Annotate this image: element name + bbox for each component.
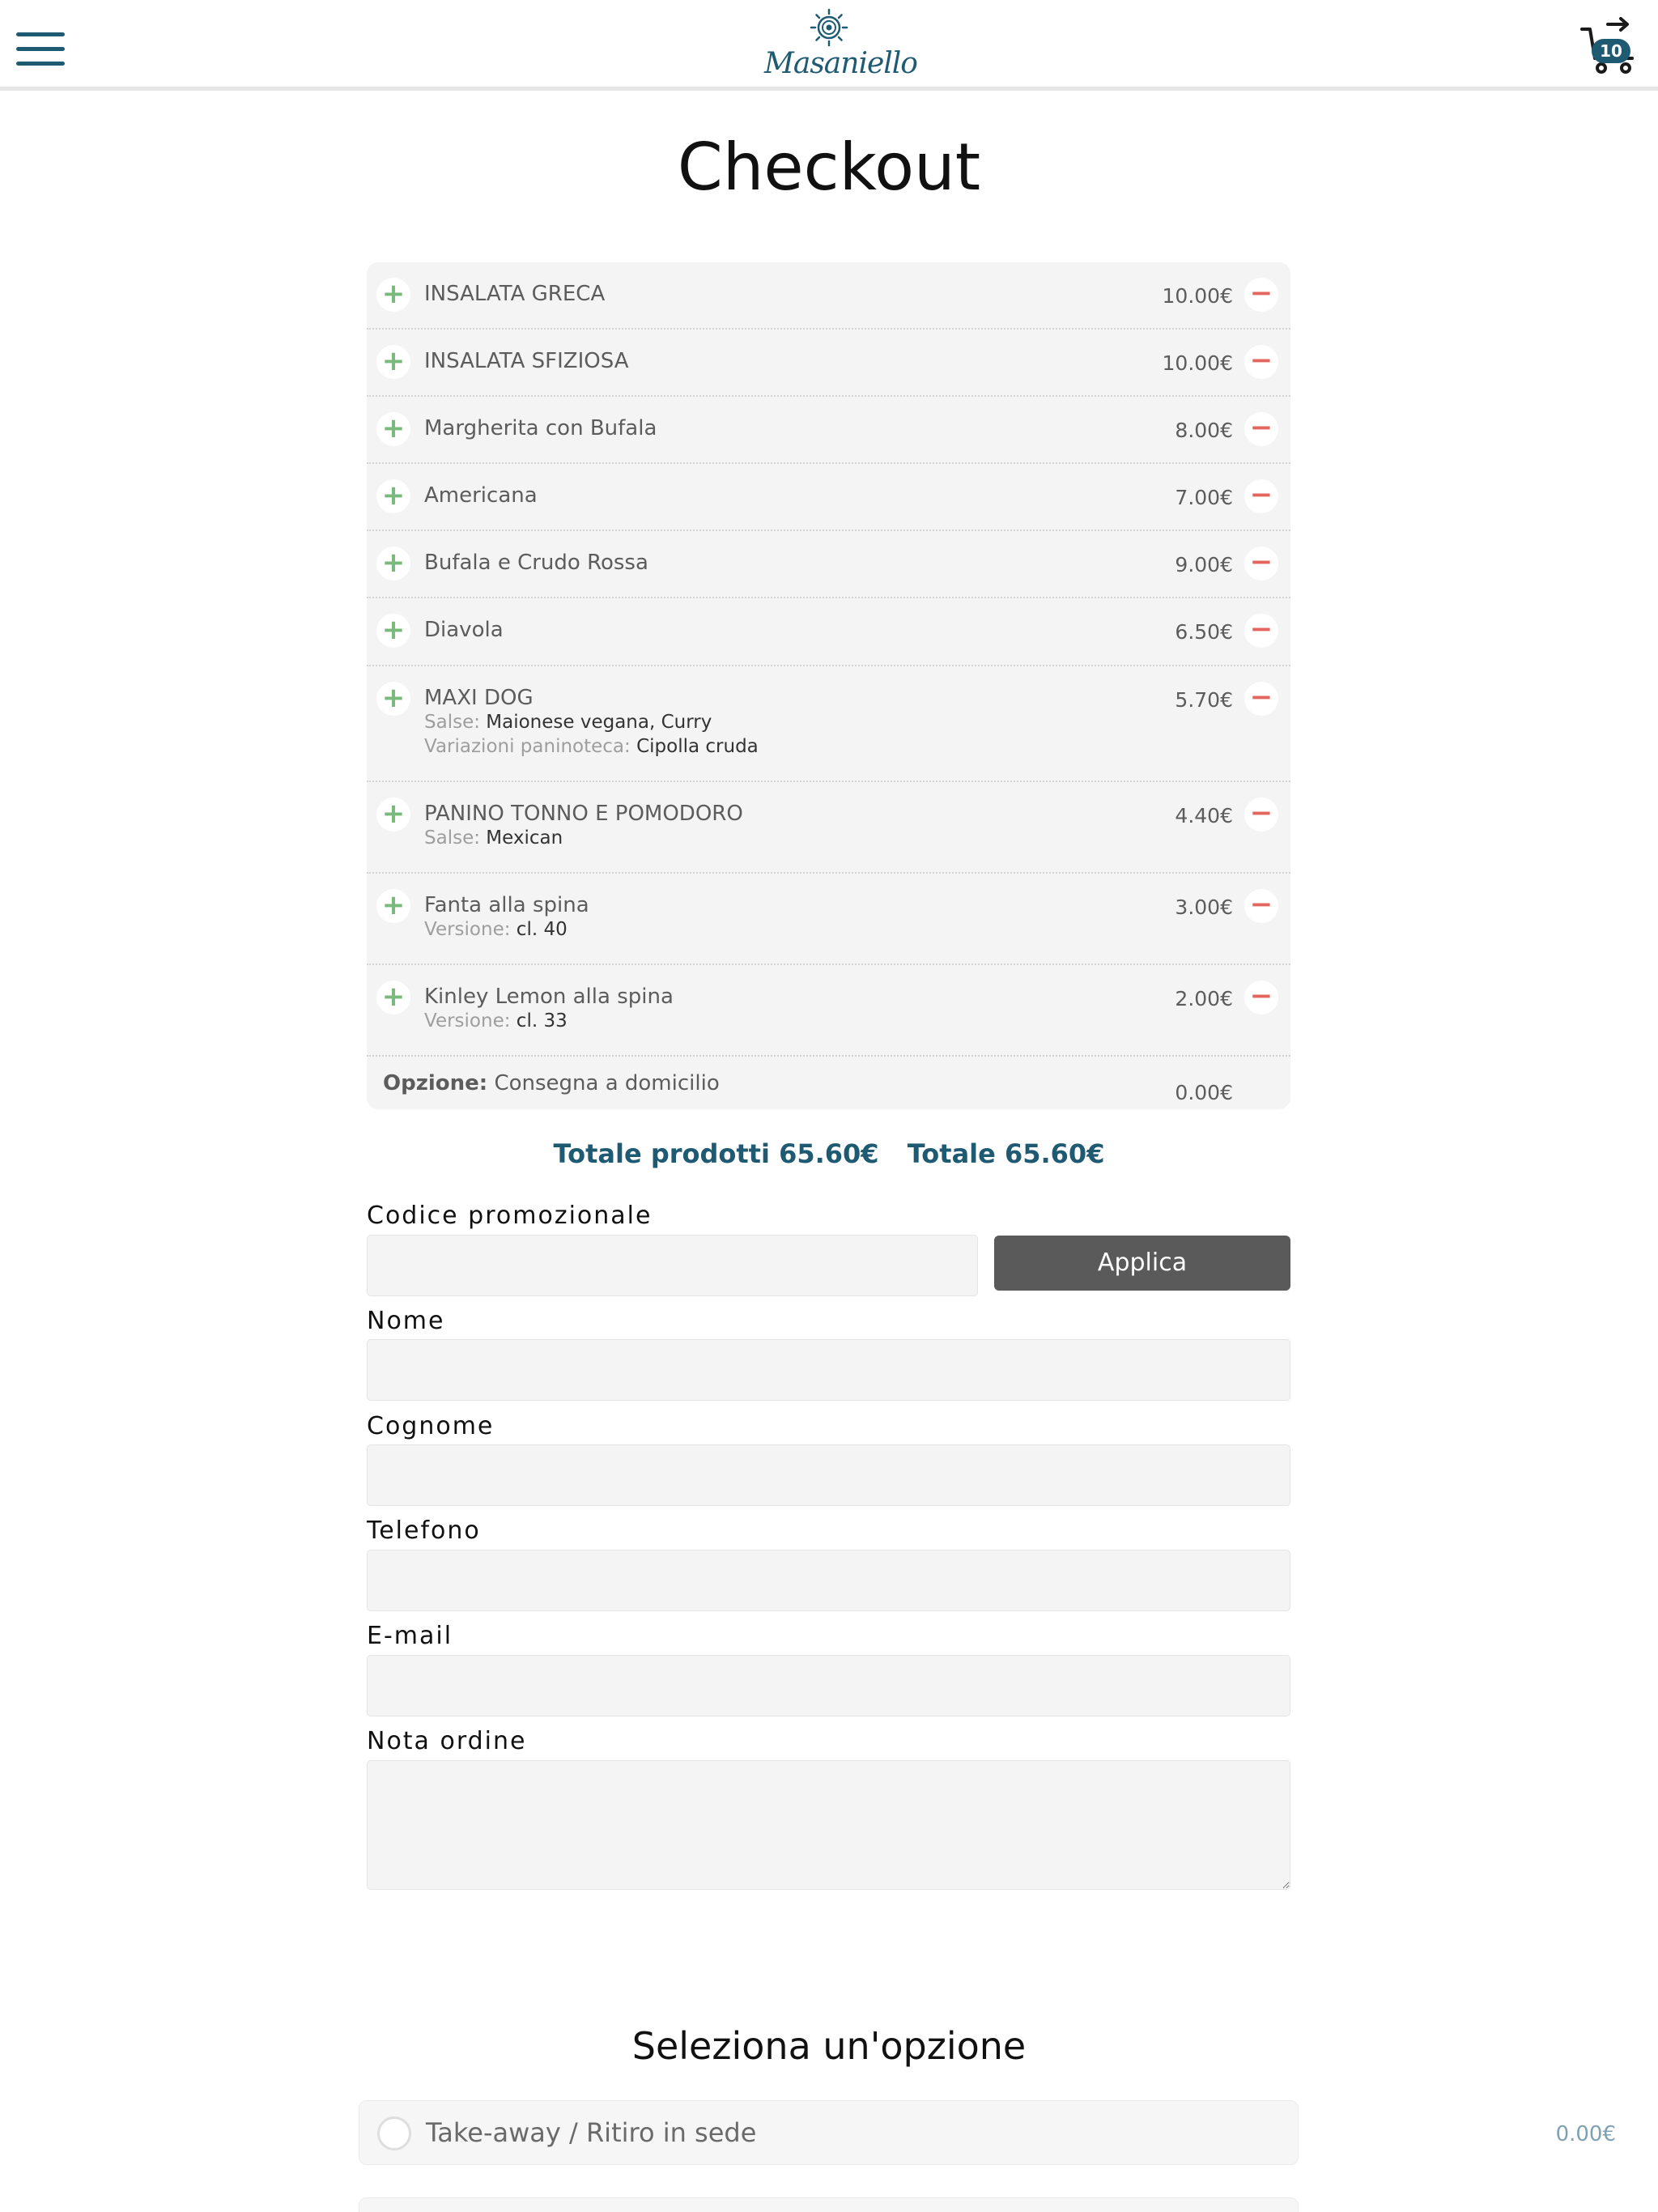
item-price: 5.70€	[1175, 688, 1233, 712]
item-name: Margherita con Bufala	[424, 416, 657, 440]
decrease-quantity-button[interactable]: −	[1244, 479, 1278, 513]
grand-total: Totale 65.60€	[907, 1138, 1105, 1169]
item-name: Diavola	[424, 618, 504, 642]
item-name: INSALATA GRECA	[424, 282, 606, 306]
promo-code-input[interactable]	[367, 1235, 978, 1296]
increase-quantity-button[interactable]: +	[376, 278, 410, 312]
item-price: 10.00€	[1162, 284, 1233, 308]
item-option-detail	[424, 827, 563, 849]
detail-label: Salse:	[424, 712, 480, 733]
item-price: 8.00€	[1175, 419, 1233, 442]
order-item	[367, 874, 1290, 965]
option-value: Consegna a domicilio	[494, 1071, 720, 1095]
order-item	[367, 666, 1290, 782]
increase-quantity-button[interactable]: +	[376, 412, 410, 446]
increase-quantity-button[interactable]: +	[376, 682, 410, 716]
order-note-label: Nota ordine	[367, 1727, 527, 1755]
name-label: Nome	[367, 1307, 445, 1335]
increase-quantity-button[interactable]: +	[376, 479, 410, 513]
delivery-option-summary	[383, 1071, 720, 1095]
order-option-row	[367, 1057, 1290, 1109]
order-item	[367, 464, 1290, 531]
item-price: 7.00€	[1175, 486, 1233, 509]
increase-quantity-button[interactable]: +	[376, 981, 410, 1015]
item-name: Bufala e Crudo Rossa	[424, 551, 648, 575]
decrease-quantity-button[interactable]: −	[1244, 614, 1278, 648]
item-name: INSALATA SFIZIOSA	[424, 349, 629, 373]
select-option-title: Seleziona un'opzione	[631, 2024, 1027, 2068]
order-summary	[367, 262, 1290, 1109]
option-price: 0.00€	[1555, 2122, 1616, 2146]
item-name: Kinley Lemon alla spina	[424, 985, 674, 1009]
detail-value: cl. 40	[516, 919, 568, 940]
item-price: 2.00€	[1175, 987, 1233, 1010]
item-option-detail	[424, 712, 712, 733]
apply-promo-button[interactable]: Applica	[994, 1236, 1290, 1291]
radio-button[interactable]	[377, 2116, 411, 2150]
detail-label: Versione:	[424, 919, 511, 940]
option-label: Opzione:	[383, 1071, 488, 1095]
promo-code-label: Codice promozionale	[367, 1202, 653, 1230]
option-label: Take-away / Ritiro in sede	[426, 2117, 757, 2148]
logo-wordmark: Masaniello	[764, 47, 917, 80]
item-price: 6.50€	[1175, 620, 1233, 644]
top-header	[0, 0, 1658, 91]
option-takeaway[interactable]	[359, 2100, 1616, 2165]
phone-input[interactable]	[367, 1550, 1290, 1611]
item-name: MAXI DOG	[424, 686, 534, 710]
detail-value: Maionese vegana, Curry	[486, 712, 712, 733]
order-note-textarea[interactable]	[367, 1760, 1290, 1890]
decrease-quantity-button[interactable]: −	[1244, 345, 1278, 379]
sun-logo-icon	[810, 8, 848, 47]
decrease-quantity-button[interactable]: −	[1244, 412, 1278, 446]
order-item	[367, 598, 1290, 666]
cart-button[interactable]	[1579, 16, 1643, 81]
item-option-detail	[424, 1010, 568, 1032]
decrease-quantity-button[interactable]: −	[1244, 889, 1278, 923]
cart-count-badge: 10	[1592, 39, 1630, 63]
order-item	[367, 531, 1290, 598]
increase-quantity-button[interactable]: +	[376, 614, 410, 648]
menu-icon[interactable]	[16, 32, 65, 66]
item-price: 4.40€	[1175, 804, 1233, 827]
email-input[interactable]	[367, 1655, 1290, 1716]
item-name: PANINO TONNO E POMODORO	[424, 802, 743, 826]
products-total: Totale prodotti 65.60€	[553, 1138, 879, 1169]
item-option-detail	[424, 919, 568, 940]
detail-label: Versione:	[424, 1010, 511, 1032]
increase-quantity-button[interactable]: +	[376, 547, 410, 581]
page-title: Checkout	[677, 130, 981, 205]
decrease-quantity-button[interactable]: −	[1244, 981, 1278, 1015]
surname-label: Cognome	[367, 1412, 495, 1440]
decrease-quantity-button[interactable]: −	[1244, 798, 1278, 832]
email-label: E-mail	[367, 1622, 453, 1650]
brand-logo[interactable]	[764, 8, 917, 85]
increase-quantity-button[interactable]: +	[376, 345, 410, 379]
order-item	[367, 397, 1290, 464]
option-price: 0.00€	[1175, 1081, 1233, 1104]
decrease-quantity-button[interactable]: −	[1244, 547, 1278, 581]
increase-quantity-button[interactable]: +	[376, 889, 410, 923]
detail-value: Mexican	[486, 827, 563, 849]
detail-value: cl. 33	[516, 1010, 568, 1032]
order-totals	[0, 1138, 1658, 1169]
item-price: 10.00€	[1162, 351, 1233, 375]
decrease-quantity-button[interactable]: −	[1244, 278, 1278, 312]
order-item	[367, 262, 1290, 330]
item-price: 3.00€	[1175, 895, 1233, 919]
increase-quantity-button[interactable]: +	[376, 798, 410, 832]
order-item	[367, 330, 1290, 397]
order-item	[367, 965, 1290, 1057]
decrease-quantity-button[interactable]: −	[1244, 682, 1278, 716]
item-name: Fanta alla spina	[424, 893, 589, 917]
option-delivery[interactable]	[359, 2197, 1299, 2212]
surname-input[interactable]	[367, 1444, 1290, 1506]
name-input[interactable]	[367, 1339, 1290, 1401]
detail-label: Salse:	[424, 827, 480, 849]
phone-label: Telefono	[367, 1516, 481, 1545]
detail-value: Cipolla cruda	[636, 736, 759, 757]
detail-label: Variazioni paninoteca:	[424, 736, 631, 757]
item-option-detail	[424, 736, 759, 757]
order-item	[367, 782, 1290, 874]
item-price: 9.00€	[1175, 553, 1233, 576]
item-name: Americana	[424, 483, 538, 508]
